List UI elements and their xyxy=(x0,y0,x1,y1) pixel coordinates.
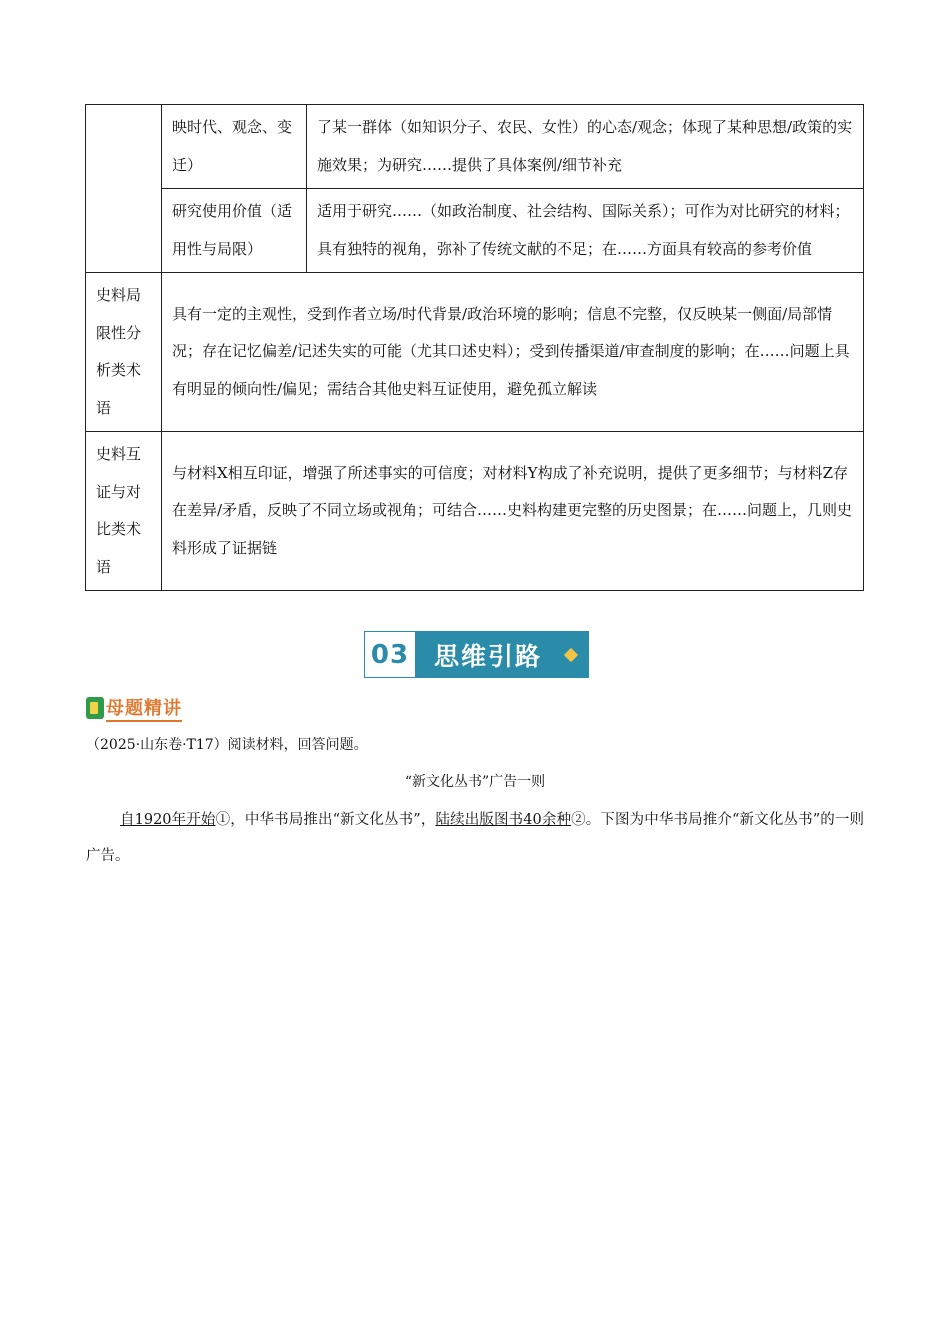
clipboard-icon xyxy=(86,697,104,719)
material-paragraph xyxy=(86,802,864,874)
content-cell: 了某一群体（如知识分子、农民、女性）的心态/观念；体现了某种思想/政策的实施效果；为研究……提供了具体案例/细节补充 xyxy=(307,105,864,189)
subcategory-cell: 映时代、观念、变迁） xyxy=(162,105,307,189)
subheading xyxy=(86,694,182,722)
subheading-text: 母题精讲 xyxy=(106,694,182,722)
category-cell xyxy=(86,105,162,273)
content-cell: 适用于研究……（如政治制度、社会结构、国际关系）；可作为对比研究的材料；具有独特的视角，弥补了传统文献的不足；在……方面具有较高的参考价值 xyxy=(307,189,864,273)
section-banner xyxy=(364,631,589,678)
table-row xyxy=(86,273,864,432)
underlined-phrase: 自1920年开始 xyxy=(120,812,216,828)
diamond-icon xyxy=(564,647,578,661)
section-number: 03 xyxy=(365,632,418,677)
underlined-phrase: 陆续出版图书40余种 xyxy=(435,812,572,828)
category-cell: 史料互证与对比类术语 xyxy=(86,432,162,591)
question-source: （2025·山东卷·T17）阅读材料，回答问题。 xyxy=(86,737,368,753)
material-caption: “新文化丛书”广告一则 xyxy=(404,774,546,790)
section-title: 思维引路 xyxy=(434,641,543,671)
content-cell: 与材料X相互印证，增强了所述事实的可信度；对材料Y构成了补充说明，提供了更多细节；与材料Z存在差异/矛盾，反映了不同立场或视角；可结合……史料构建更完整的历史图景；在……问题上，几则史料形成了证据链 xyxy=(162,432,864,591)
paragraph-text: ①，中华书局推出“新文化丛书”， xyxy=(215,812,436,828)
category-cell: 史料局限性分析类术语 xyxy=(86,273,162,432)
table-row xyxy=(86,105,864,189)
subcategory-cell: 研究使用价值（适用性与局限） xyxy=(162,189,307,273)
terms-table xyxy=(85,104,864,591)
table-row xyxy=(86,189,864,273)
paragraph-text: ②。下图为中华书局推介“新文化丛书”的一则广告。 xyxy=(86,812,865,864)
content-cell: 具有一定的主观性，受到作者立场/时代背景/政治环境的影响；信息不完整，仅反映某一侧面/局部情况；存在记忆偏差/记述失实的可能（尤其口述史料）；受到传播渠道/审查制度的影响；在……问题上具有明显的倾向性/偏见；需结合其他史料互证使用，避免孤立解读 xyxy=(162,273,864,432)
table-row xyxy=(86,432,864,591)
